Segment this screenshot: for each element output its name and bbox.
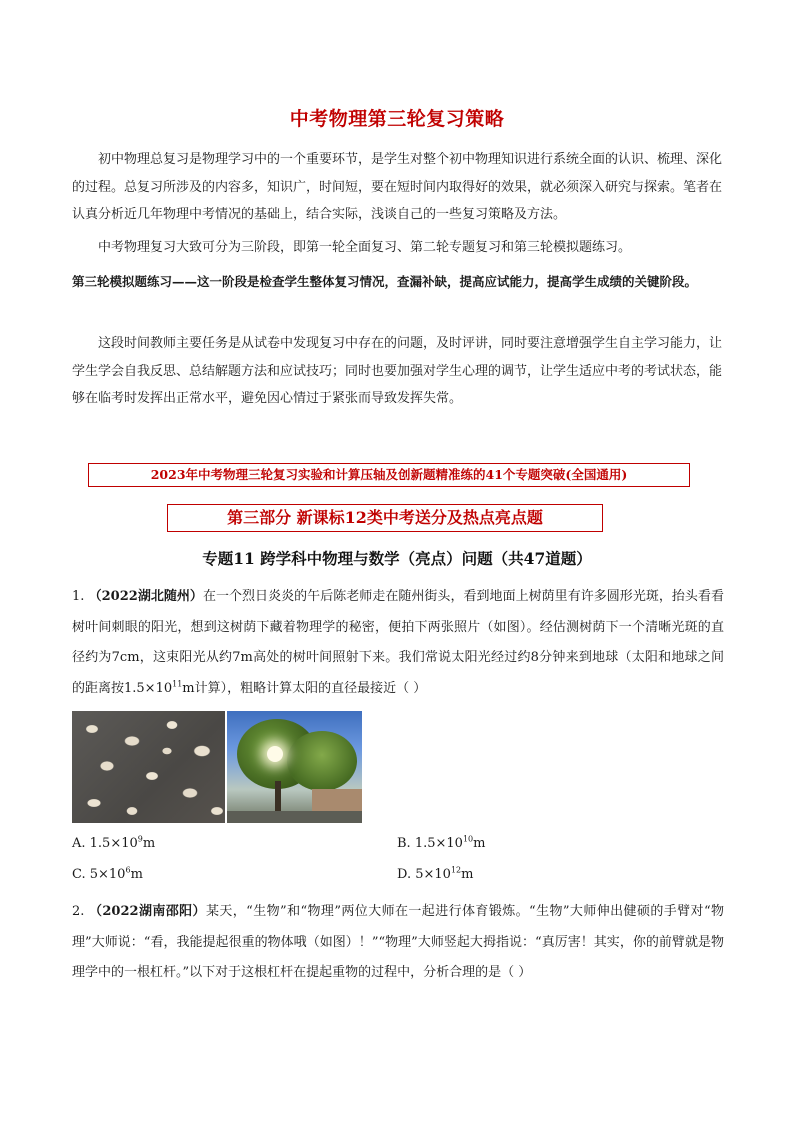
option-b-label: B. 1.5×10 [397,836,463,851]
question-number: 2. [72,904,85,919]
option-d-label: D. 5×10 [397,867,451,882]
option-d-exponent: 12 [450,865,462,875]
question-1-photos [72,711,362,823]
question-number: 1. [72,589,85,604]
page-title: 中考物理第三轮复习策略 [289,108,505,130]
option-a-unit: m [142,836,156,851]
question-2 [72,897,724,989]
part-heading: 第三部分 新课标12类中考送分及热点亮点题 [167,504,603,532]
series-banner: 2023年中考物理三轮复习实验和计算压轴及创新题精准练的41个专题突破(全国通用) [88,463,690,487]
question-text-end: m计算），粗略计算太阳的直径最接近（ ） [182,680,427,696]
option-b[interactable] [397,836,485,851]
intro-paragraph-2: 中考物理复习大致可分为三阶段，即第一轮全面复习、第二轮专题复习和第三轮模拟题练习。 [98,240,632,255]
option-d-unit: m [461,867,474,882]
tree-shadow-light-spots-photo [72,711,225,823]
option-c-label: C. 5×10 [72,867,126,882]
question-source: （2022湖南邵阳） [88,904,206,919]
option-c-exponent: 6 [125,865,131,875]
question-exponent: 11 [172,679,183,689]
intro-paragraph-3: 第三轮模拟题练习——这一阶段是检查学生整体复习情况，查漏补缺，提高应试能力，提高学生成绩的关键阶段。 [72,274,698,289]
question-1 [72,582,724,704]
question-text: 在一个烈日炎炎的午后陈老师走在随州街头，看到地面上树荫里有许多圆形光斑，抬头看看树叶间刺眼的阳光，想到这树荫下藏着物理学的秘密，便拍下两张照片（如图）。经估测树荫下一个清晰光斑的直径约为7cm，这束阳光从约7m高处的树叶间照射下来。我们常说太阳光经过约8分钟来到地球（太阳和地球之间的距离按1.5×10 [72,589,724,696]
option-c-unit: m [130,867,143,882]
option-c[interactable] [72,867,143,882]
option-b-exponent: 10 [462,834,474,844]
option-a[interactable] [72,836,155,851]
option-b-unit: m [473,836,486,851]
question-text: 某天，“生物”和“物理”两位大师在一起进行体育锻炼。“生物”大师伸出健硕的手臂对“物理”大师说：“看，我能提起很重的物体哦（如图）！”“物理”大师竖起大拇指说：“真厉害！其实，你的前臂就是物理学中的一根杠杆。”以下对于这根杠杆在提起重物的过程中，分析合理的是（ ） [72,904,725,980]
option-a-exponent: 9 [137,834,143,844]
option-a-label: A. 1.5×10 [72,836,138,851]
topic-heading: 专题11 跨学科中物理与数学（亮点）问题（共47道题） [202,549,592,568]
question-source: （2022湖北随州） [88,589,203,604]
intro-paragraph-4: 这段时间教师主要任务是从试卷中发现复习中存在的问题，及时评讲，同时要注意增强学生自主学习能力，让学生学会自我反思、总结解题方法和应试技巧；同时也要加强对学生心理的调节，让学生适应中考的考试状态，能够在临考时发挥出正常水平，避免因心情过于紧张而导致发挥失常。 [72,336,723,406]
tree-and-sun-photo [227,711,362,823]
intro-paragraph-1: 初中物理总复习是物理学习中的一个重要环节，是学生对整个初中物理知识进行系统全面的认识、梳理、深化的过程。总复习所涉及的内容多，知识广，时间短，要在短时间内取得好的效果，就必须深入研究与探索。笔者在认真分析近几年物理中考情况的基础上，结合实际，浅谈自己的一些复习策略及方法。 [72,152,723,222]
option-d[interactable] [397,867,473,882]
